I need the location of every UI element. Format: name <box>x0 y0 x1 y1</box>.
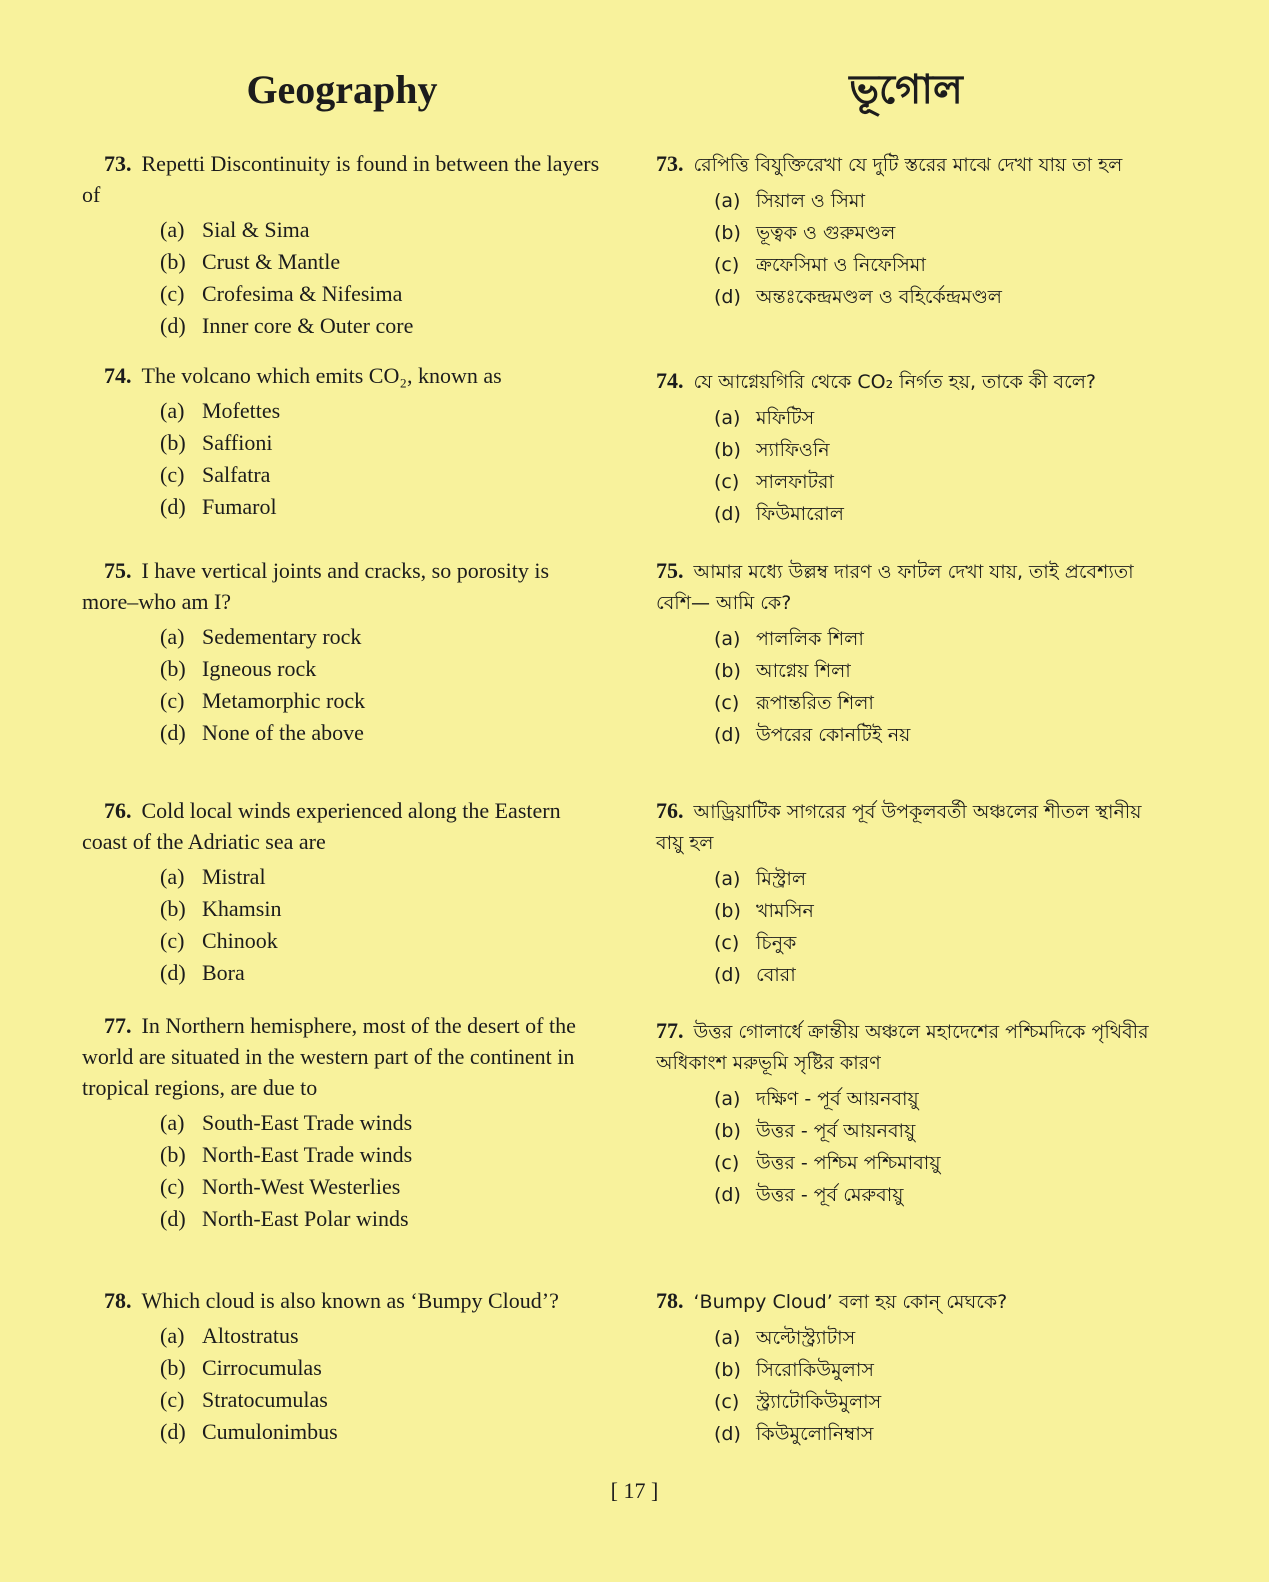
option-item <box>82 957 602 989</box>
option-item <box>82 925 602 957</box>
option-item <box>82 427 602 459</box>
option-label: (c) <box>714 1152 740 1174</box>
option-label: (d) <box>160 494 186 519</box>
option-text: পাললিক শিলা <box>756 628 864 650</box>
question-number: 75. <box>104 558 132 583</box>
option-text: Mistral <box>202 864 266 889</box>
question-stem <box>82 360 602 391</box>
question-number: 77. <box>104 1013 132 1038</box>
option-text: রূপান্তরিত শিলা <box>756 692 874 714</box>
question-stem <box>656 555 1156 619</box>
option-text: ফিউমারোল <box>756 503 844 525</box>
option-item <box>82 278 602 310</box>
option-item <box>656 217 1156 249</box>
question-number: 74. <box>104 363 132 388</box>
option-text: অন্তঃকেন্দ্রমণ্ডল ও বহির্কেন্দ্রমণ্ডল <box>756 286 1002 308</box>
option-text: ভূত্বক ও গুরুমণ্ডল <box>756 222 896 244</box>
option-item <box>656 466 1156 498</box>
option-text: Mofettes <box>202 398 281 423</box>
question-stem <box>656 1015 1156 1079</box>
option-label: (b) <box>160 249 186 274</box>
option-text: ক্রফেসিমা ও নিফেসিমা <box>756 254 926 276</box>
question-stem <box>82 555 602 617</box>
option-label: (a) <box>160 398 185 423</box>
option-label: (b) <box>160 896 186 921</box>
option-label: (a) <box>160 1323 185 1348</box>
option-text: Khamsin <box>202 896 282 921</box>
question-78 <box>656 1285 1156 1450</box>
option-label: (b) <box>160 1142 186 1167</box>
option-label: (c) <box>714 471 740 493</box>
option-text: Igneous rock <box>202 656 317 681</box>
option-item <box>656 1354 1156 1386</box>
question-text: উত্তর গোলার্ধে ক্রান্তীয় অঞ্চলে মহাদেশের পশ্চিমদিকে পৃথিবীর অধিকাংশ মরুভূমি সৃষ্টির কারণ <box>656 1021 1149 1074</box>
option-label: (a) <box>714 407 741 429</box>
option-text: উত্তর - পূর্ব মেরুবায়ু <box>756 1184 904 1206</box>
bengali-heading: ভূগোল <box>849 67 963 112</box>
option-label: (b) <box>714 222 741 244</box>
option-text: সিরোকিউমুলাস <box>756 1359 874 1381</box>
question-74 <box>656 365 1156 530</box>
option-text: None of the above <box>202 720 364 745</box>
question-77 <box>656 1015 1156 1211</box>
option-label: (c) <box>160 462 185 487</box>
option-item <box>656 1418 1156 1450</box>
option-label: (c) <box>160 281 185 306</box>
option-item <box>82 395 602 427</box>
option-label: (d) <box>714 286 741 308</box>
option-label: (a) <box>160 864 185 889</box>
option-label: (b) <box>160 656 186 681</box>
option-label: (a) <box>714 868 741 890</box>
question-number: 76. <box>104 798 132 823</box>
option-text: খামসিন <box>756 900 814 922</box>
question-number: 76. <box>656 798 684 823</box>
option-text: সালফাটরা <box>756 471 834 493</box>
question-number: 78. <box>104 1288 132 1313</box>
option-label: (a) <box>714 628 741 650</box>
option-label: (d) <box>160 313 186 338</box>
option-label: (a) <box>160 217 185 242</box>
question-text: The volcano which emits CO₂, known as <box>141 363 502 388</box>
option-item <box>656 863 1156 895</box>
question-text: আড্রিয়াটিক সাগরের পূর্ব উপকূলবর্তী অঞ্চলের শীতল স্থানীয় বায়ু হল <box>656 801 1142 854</box>
option-label: (a) <box>714 1327 741 1349</box>
option-label: (a) <box>160 1110 185 1135</box>
question-text: ‘Bumpy Cloud’ বলা হয় কোন্ মেঘকে? <box>693 1291 1008 1313</box>
option-item <box>82 459 602 491</box>
question-stem <box>656 795 1156 859</box>
question-75 <box>82 555 602 749</box>
question-text: যে আগ্নেয়গিরি থেকে CO₂ নির্গত হয়, তাকে কী বলে? <box>693 371 1096 393</box>
option-text: মফিটিস <box>756 407 815 429</box>
option-label: (c) <box>160 1387 185 1412</box>
option-text: North-West Westerlies <box>202 1174 401 1199</box>
option-label: (b) <box>160 430 186 455</box>
option-list <box>656 402 1156 530</box>
option-item <box>656 623 1156 655</box>
option-label: (a) <box>160 624 185 649</box>
option-list <box>82 214 602 342</box>
option-label: (c) <box>714 254 740 276</box>
option-text: বোরা <box>756 964 796 986</box>
option-label: (c) <box>714 1391 740 1413</box>
option-label: (d) <box>160 1206 186 1231</box>
question-number: 73. <box>104 151 132 176</box>
option-item <box>82 1352 602 1384</box>
option-item <box>656 1115 1156 1147</box>
option-item <box>656 1179 1156 1211</box>
option-text: Metamorphic rock <box>202 688 366 713</box>
option-text: Saffioni <box>202 430 273 455</box>
option-label: (b) <box>714 660 741 682</box>
option-label: (b) <box>714 900 741 922</box>
option-list <box>656 1083 1156 1211</box>
option-item <box>82 1107 602 1139</box>
question-74 <box>82 360 602 523</box>
option-item <box>82 1384 602 1416</box>
option-item <box>656 719 1156 751</box>
option-text: Salfatra <box>202 462 271 487</box>
option-item <box>656 434 1156 466</box>
question-stem <box>656 1285 1156 1318</box>
option-item <box>656 959 1156 991</box>
option-label: (d) <box>714 964 741 986</box>
question-stem <box>82 1010 602 1103</box>
question-number: 77. <box>656 1018 684 1043</box>
option-item <box>82 310 602 342</box>
option-text: উত্তর - পশ্চিম পশ্চিমাবায়ু <box>756 1152 941 1174</box>
option-item <box>82 1139 602 1171</box>
bengali-column <box>656 60 1156 1445</box>
option-item <box>82 685 602 717</box>
option-text: উত্তর - পূর্ব আয়নবায়ু <box>756 1120 916 1142</box>
option-label: (c) <box>160 688 185 713</box>
option-text: Stratocumulas <box>202 1387 328 1412</box>
option-label: (d) <box>160 1419 186 1444</box>
question-73 <box>82 148 602 342</box>
option-text: Crust & Mantle <box>202 249 341 274</box>
option-item <box>82 1320 602 1352</box>
option-label: (a) <box>714 190 741 212</box>
question-76 <box>656 795 1156 991</box>
option-label: (d) <box>714 724 741 746</box>
option-text: Sial & Sima <box>202 217 310 242</box>
option-text: দক্ষিণ - পূর্ব আয়নবায়ু <box>756 1088 919 1110</box>
option-list <box>82 621 602 749</box>
option-item <box>656 249 1156 281</box>
option-text: Cumulonimbus <box>202 1419 338 1444</box>
option-text: সিয়াল ও সিমা <box>756 190 865 212</box>
option-label: (d) <box>714 1184 741 1206</box>
option-text: Fumarol <box>202 494 277 519</box>
option-label: (c) <box>160 1174 185 1199</box>
option-list <box>82 1320 602 1448</box>
option-text: North-East Trade winds <box>202 1142 413 1167</box>
question-number: 75. <box>656 558 684 583</box>
option-label: (d) <box>160 960 186 985</box>
option-label: (c) <box>160 928 185 953</box>
option-list <box>656 185 1156 313</box>
option-list <box>656 863 1156 991</box>
option-item <box>82 1171 602 1203</box>
option-item <box>656 655 1156 687</box>
option-text: চিনুক <box>756 932 797 954</box>
option-list <box>656 1322 1156 1450</box>
option-item <box>82 1416 602 1448</box>
option-item <box>656 1322 1156 1354</box>
option-text: North-East Polar winds <box>202 1206 409 1231</box>
option-item <box>656 895 1156 927</box>
question-number: 74. <box>656 368 684 393</box>
option-text: আগ্নেয় শিলা <box>756 660 851 682</box>
option-item <box>82 214 602 246</box>
option-text: স্ট্র্যাটোকিউমুলাস <box>756 1391 882 1413</box>
question-73 <box>656 148 1156 313</box>
question-text: Repetti Discontinuity is found in between the layers of <box>82 151 600 207</box>
question-76 <box>82 795 602 989</box>
option-item <box>656 1147 1156 1179</box>
option-label: (d) <box>714 1423 741 1445</box>
option-text: অল্টোস্ট্র্যাটাস <box>756 1327 856 1349</box>
question-stem <box>656 148 1156 181</box>
question-text: Cold local winds experienced along the Eastern coast of the Adriatic sea are <box>82 798 561 854</box>
option-item <box>656 687 1156 719</box>
question-stem <box>82 1285 602 1316</box>
option-item <box>656 498 1156 530</box>
option-label: (b) <box>714 1359 741 1381</box>
option-label: (d) <box>714 503 741 525</box>
option-label: (c) <box>714 692 740 714</box>
option-label: (b) <box>160 1355 186 1380</box>
option-text: Chinook <box>202 928 278 953</box>
option-text: Bora <box>202 960 245 985</box>
option-text: South-East Trade winds <box>202 1110 413 1135</box>
question-number: 78. <box>656 1288 684 1313</box>
option-item <box>656 281 1156 313</box>
option-list <box>82 395 602 523</box>
option-item <box>656 402 1156 434</box>
question-number: 73. <box>656 151 684 176</box>
page-number: [ 17 ] <box>610 1478 659 1503</box>
option-label: (c) <box>714 932 740 954</box>
option-item <box>82 717 602 749</box>
option-item <box>82 653 602 685</box>
option-text: মিস্ট্রাল <box>756 868 807 890</box>
option-label: (a) <box>714 1088 741 1110</box>
option-list <box>656 623 1156 751</box>
option-text: Crofesima & Nifesima <box>202 281 403 306</box>
option-item <box>82 893 602 925</box>
option-label: (b) <box>714 1120 741 1142</box>
question-78 <box>82 1285 602 1448</box>
question-stem <box>82 795 602 857</box>
question-stem <box>82 148 602 210</box>
option-item <box>656 927 1156 959</box>
option-item <box>656 1083 1156 1115</box>
question-text: In Northern hemisphere, most of the desert of the world are situated in the western part of the continent in tropical regions, are due to <box>82 1013 576 1100</box>
english-column <box>82 60 602 1444</box>
option-text: Cirrocumulas <box>202 1355 322 1380</box>
option-item <box>82 861 602 893</box>
question-text: রেপিত্তি বিযুক্তিরেখা যে দুটি স্তরের মাঝে দেখা যায় তা হল <box>693 154 1123 176</box>
question-text: Which cloud is also known as ‘Bumpy Cloud’? <box>141 1288 559 1313</box>
option-item <box>656 1386 1156 1418</box>
question-text: আমার মধ্যে উল্লম্ব দারণ ও ফাটল দেখা যায়, তাই প্রবেশ্যতা বেশি— আমি কে? <box>656 561 1134 614</box>
option-item <box>82 491 602 523</box>
option-text: স্যাফিওনি <box>756 439 830 461</box>
english-heading: Geography <box>246 67 438 112</box>
option-label: (b) <box>714 439 741 461</box>
option-list <box>82 861 602 989</box>
option-text: Sedementary rock <box>202 624 362 649</box>
option-item <box>656 185 1156 217</box>
question-stem <box>656 365 1156 398</box>
question-text: I have vertical joints and cracks, so porosity is more–who am I? <box>82 558 550 614</box>
option-item <box>82 246 602 278</box>
option-label: (d) <box>160 720 186 745</box>
question-75 <box>656 555 1156 751</box>
option-text: কিউমুলোনিম্বাস <box>756 1423 874 1445</box>
option-text: উপরের কোনটিই নয় <box>756 724 911 746</box>
option-list <box>82 1107 602 1235</box>
option-text: Inner core & Outer core <box>202 313 414 338</box>
option-text: Altostratus <box>202 1323 299 1348</box>
option-item <box>82 1203 602 1235</box>
option-item <box>82 621 602 653</box>
question-77 <box>82 1010 602 1235</box>
